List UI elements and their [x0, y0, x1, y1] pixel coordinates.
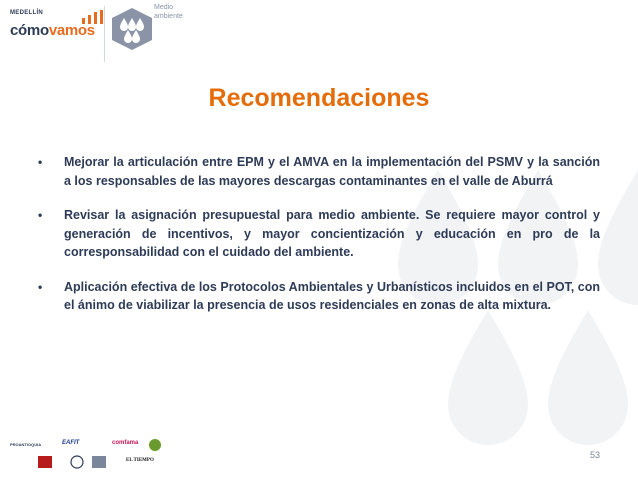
partner-logo-green	[148, 438, 162, 452]
partner-logo-comfama: comfama	[112, 440, 139, 446]
partner-logo-el-tiempo: EL TIEMPO	[126, 458, 154, 463]
brand-city-label: MEDELLÍN	[10, 10, 44, 16]
list-item	[36, 278, 600, 315]
page-number: 53	[589, 450, 600, 460]
section-label-line2: ambiente	[154, 13, 183, 20]
slide-title: Recomendaciones	[208, 84, 430, 112]
partner-logo-seal	[70, 455, 84, 469]
brand-name	[10, 22, 95, 39]
brand-name-start: cómo	[10, 22, 49, 39]
list-item-text: Mejorar la articulación entre EPM y el AMVA en la implementación del PSMV y la sanción a los responsables de las mayores descargas contaminantes en el valle de Aburrá	[64, 155, 600, 188]
brand-name-end: vamos	[48, 22, 95, 39]
bullet-icon: •	[38, 208, 43, 222]
partner-logos	[10, 438, 190, 474]
partner-logo-red	[38, 456, 52, 468]
recommendations-list	[36, 153, 600, 315]
section-label	[154, 3, 183, 21]
list-item-text: Aplicación efectiva de los Protocolos Ambientales y Urbanísticos incluidos en el POT, con el ánimo de viabilizar la presencia de usos residenciales en zonas de alta mixtura.	[64, 279, 600, 312]
partner-logo-proantioquia: PROANTIOQUIA	[10, 442, 42, 447]
water-drops-icon	[112, 8, 152, 50]
bullet-icon: •	[38, 279, 43, 294]
list-item	[36, 206, 600, 262]
medellin-como-vamos-logo	[10, 10, 106, 50]
list-item-text: Revisar la asignación presupuestal para medio ambiente. Se requiere mayor control y generación de incentivos, y mayor concientización y educación en pro de la corresponsabilidad con el cuidado del ambiente.	[64, 208, 600, 259]
bullet-icon: •	[38, 155, 43, 169]
list-item	[36, 153, 600, 190]
section-label-line1: Medio	[154, 4, 174, 11]
partner-logo-grey	[92, 456, 106, 468]
partner-logo-eafit: EAFIT	[62, 440, 80, 446]
header-divider	[104, 6, 105, 62]
